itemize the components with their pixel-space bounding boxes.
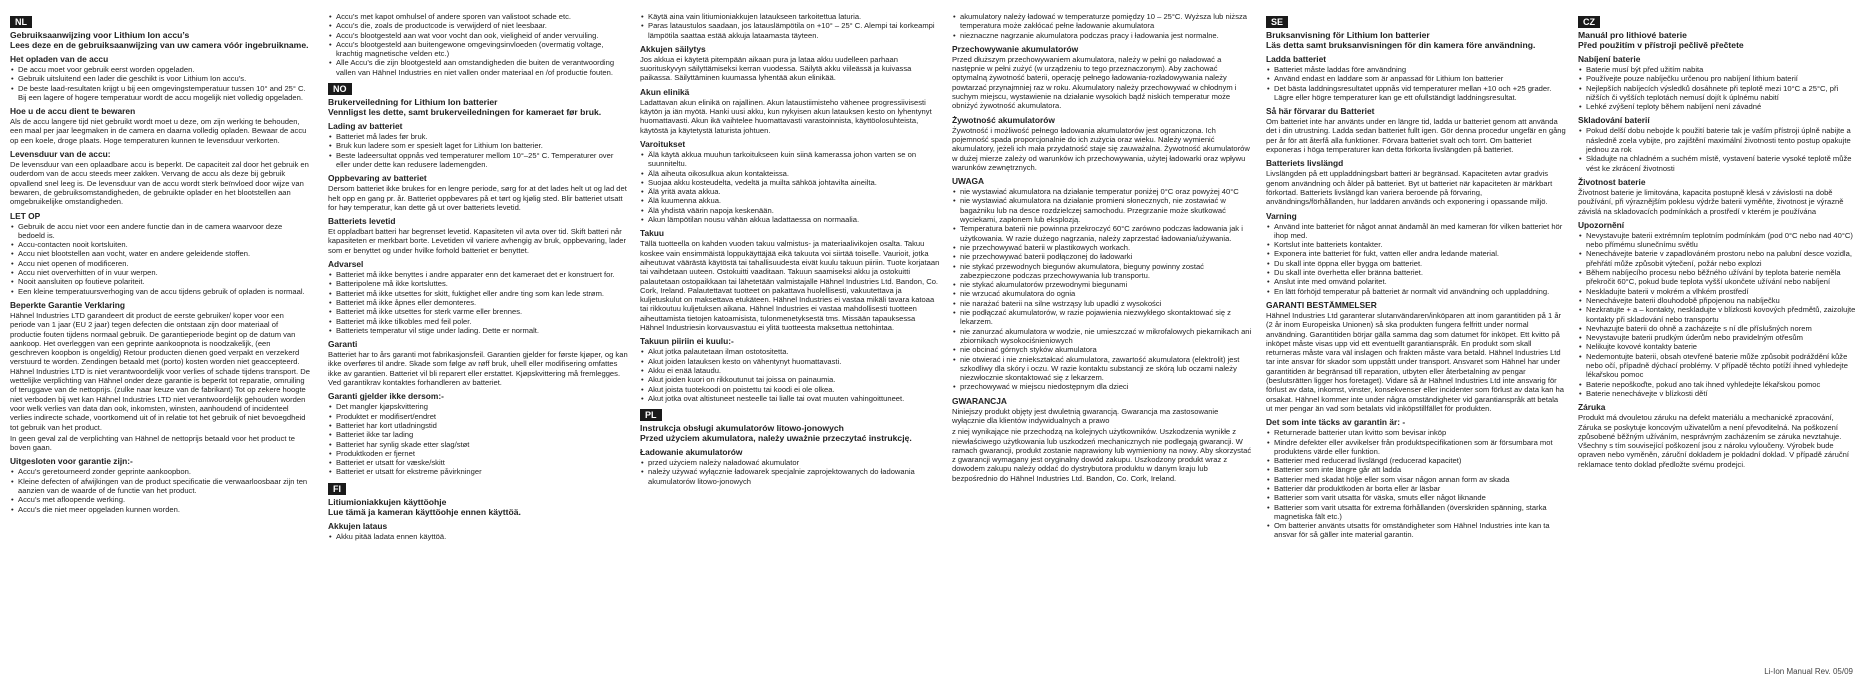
list-item: • Batterier med reducerad livslängd (reducerad kapacitet) [1274,456,1566,465]
list-item: • Een kleine temperatuursverhoging van de accu tijdens gebruik of opladen is normaal. [18,287,310,296]
list-item: • Akut joista tuotekoodi on poistettu tai koodi ei ole olkea. [648,385,940,394]
paragraph: De levensduur van een oplaadbare accu is beperkt. De capaciteit zal door het gebruik en ouderdom van de accu steeds meer zakken. Vervang de accu als deze bij gebruik opvallend snel leeg is. De levensduur van de accu wordt sterk beïnvloed door wijze van bewaren, de gebruiksomstandigheden, de gebruikte oplader en het blootstellen aan omgebruikelijke omstandigheden. [10,160,309,207]
list-item: • Om batterier använts utsatts för omständigheter som Hähnel Industries inte kan ta ansvar för så gäller inte material garantin. [1274,521,1566,540]
list-item: • Nooit aansluiten op foutieve polariteit. [18,277,310,286]
list-item: • nie wystawiać akumulatora na działanie temperatur poniżej 0°C oraz powyżej 40°C [960,187,1252,196]
list-item: • Accu’s met kapot omhulsel of andere sporen van valistoot schade etc. [336,12,628,21]
section-heading: Varoitukset [640,138,686,149]
list-item: • Neskladujte baterii v mokrém a vlhkém prostředí [1586,287,1858,296]
section-heading: Batteriets livslängd [1266,158,1344,169]
section-heading: Varning [1266,210,1297,221]
bullet-list [952,187,1252,392]
list-item: • Batteriet må lades før bruk. [336,132,628,141]
list-item: • Pokud delší dobu nebojde k použití baterie tak je vaším přístroji úplně nabijte a následně zcela vybijte, pro zajištění maximální životnosti tento postup opakujte jednou za rok [1586,126,1858,154]
list-item: • Akut jotka ovat altistuneet nesteelle tai lialle tai ovat muuten vahingoittuneet. [648,394,940,403]
section-title: Bruksanvisning för Lithium Ion batterier [1266,30,1430,40]
section-heading: Het opladen van de accu [10,54,109,64]
list-item: • przechowywać w miejscu niedostępnym dla dzieci [960,382,1252,391]
list-item: • nie zanurzać akumulatora w wodzie, nie umieszczać w mikrofalowych piekarnikach ani zbiornikach wysokociśnieniowych [960,327,1252,346]
paragraph: Batteriet har to års garanti mot fabrikasjonsfeil. Garantien gjelder for første kjøper, og kan ikke overføres til andre. Skade som følge av røff bruk, uhell eller modifisering omfattes ikke av garantien. Batteriet vil bli reparert eller erstattet. Kjøpskvittering må fremlegges. Ved garantikrav kontaktes forhandleren av batteriet. [328,350,628,388]
section-heading: Takuu [640,228,665,239]
section-heading: LET OP [10,210,41,221]
list-item: • Paras lataustulos saadaan, jos latauslämpötila on +10° – 25° C. Alempi tai korkeampi lämpötila saattaa estää akkuja lataamasta täyteen. [648,21,940,40]
list-item: • Kleine defecten of afwijkingen van de product specificatie die verwaarloosbaar zijn ten aanzien van de waarde of de functie van het product. [18,477,310,496]
list-item: • Batteriet må ikke utsettes for skitt, fuktighet eller andre ting som kan lede strøm. [336,289,628,298]
list-item: • Batteriet er utsatt for væske/skitt [336,458,628,467]
list-item: • Během nabíjecího procesu nebo běžného užívání by teplota baterie neměla překročit 60°C, pokud bude teplota vyšší ukončete užívání nebo nabíjení [1586,268,1858,287]
list-item: • nie przechowywać baterii podłączonej do ładowarki [960,252,1252,261]
list-item: • nie przechowywać baterii w plastikowych workach. [960,243,1252,252]
list-item: • nie wystawiać akumulatora na działanie promieni słonecznych, nie zostawiać w bagażniku lub na desce rozdzielczej samochodu. Przegrzanie może skutkować wyciekami, zapłonem lub eksplozją. [960,196,1252,224]
list-item: • Kortslut inte batteriets kontakter. [1274,240,1566,249]
list-item: • nie podłączać akumulatorów, w razie pojawienia niezwykłego skontaktować się z lekarzem. [960,308,1252,327]
bullet-list [328,132,628,169]
bullet-list [1266,222,1566,296]
list-item: • Mindre defekter eller avvikelser från produktspecifikationen som är försumbara mot produktens värde eller funktion. [1274,438,1566,457]
bullet-list [1578,231,1858,398]
bullet-list [10,65,310,102]
section-heading: Skladování baterií [1578,115,1650,126]
section-title: Läs detta samt bruksanvisningen för din kamera före användning. [1266,40,1536,50]
list-item: • nie wrzucać akumulatora do ognia [960,289,1252,298]
list-item: • Batterier som varit utsatta för väska, smuts eller något liknande [1274,493,1566,502]
list-item: • De beste laad-resultaten krijgt u bij een omgevingstemperatuur tussen 10° and 25° C. Bij een lagere of hogere temperatuur wordt de accu mogelijk niet volledig opgeladen. [18,84,310,103]
list-item: • Accu niet openen of modificeren. [18,259,310,268]
list-item: • Nenechávejte baterie v zapadlováném prostoru nebo na palubní desce vozidla, přehřátí může způsobit výtečení, požár nebo explozi [1586,249,1858,268]
paragraph: Životnost baterie je limitována, kapacita postupně klesá v závislosti na době používání, při výraznějším poklesu výdrže baterii vyměňte, životnost je výrazně závislá na skladovacích podmínkách a prostředí v kterém je používána [1578,187,1844,216]
paragraph: Hähnel Industries Ltd garanterar slutanvändaren/inköparen att inom garantitiden på 1 år (2 år inom Europeiska Unionen) så ska produkten fungera felfritt under normal användning. Garantitiden börjar gälla samma dag som datumet för inköpet. Ett kvitto på inköpet måste visas upp vid ett eventuellt garantianspråk. En produkt som skall returneras måste vara väl inslagen och frakten måste vara betald. Hähnel Industries Ltd tar inte ansvar för skador som uppstått under transport. Ansvaret som Hähnel har under garantitiden är begränsad till reparation, utbyten eller återbetalning av pengar (beslutsrätten ligger hos foretaget). Vidare så är Hähnel Industries Ltd inte ansvarig för förlust av data, inkomst, vinster, konsekvenser eller incidenter som förlust av data kan ha orsakat. Hähnel kommer inte under några omständigheter vid garantianspråk att betala ut mer pengar än vad som betalats vid inköpstillfället för produkten. [1266,310,1564,413]
list-item: • Batterier som inte längre går att ladda [1274,465,1566,474]
section-heading: Takuun piiriin ei kuulu:- [640,336,734,347]
list-item: • Det bästa laddningsresultatet uppnås vid temperaturer mellan +10 och +25 grader. Lägre eller högre temperaturer kan ge ett ofullständigt laddningsresultat. [1274,84,1566,103]
bullet-list [328,402,628,476]
language-badge: SE [1266,16,1288,28]
section-heading: UWAGA [952,176,985,187]
language-badge: PL [640,409,662,421]
paragraph: Tällä tuotteella on kahden vuoden takuu valmistus- ja materiaalivikojen osalta. Takuu koskee vain ensimmäistä loppukäyttäjää eikä takuuta voi siirtää toiselle. Vaurioit, jotka aiheutuvat väärästä käytöstä tai tahallisuudesta eivät kuulu takuun piiriin. Tuote korjataan tai vaihdetaan uuteen. Ostokuitti vaaditaan. Takuun saamiseksi akku ja ostokuitti palautetaan ostopaikkaan tai lähetetään valmistajalle Hähnel Industries Ltd. Bandon, Co. Cork, Ireland. Palautettavat tuotteet on pakattava huolellisesti, vakuutettava ja kuljetuskulut on maksettava etukäteen. Hähnel Industries ei vastaa mikäli tavara katoaa tai rikkoutuu kuljetuksen aikana. Hähnel Industries ei vastaa mahdollisesti tuotteen aiheuttamista tietojen katoamisista, tulonmenetyksestä tms. Missään tapauksessa Hähnel Industriesin korvausvastuu ei ylitä tuotteesta maksettua nettohintaa. [640,239,940,333]
list-item: • Nejlepších nabíjecích výsledků dosáhnete při teplotě mezi 10°C a 25°C, při nižších či vyšších teplotách nemusí dojít k úplnému nabití [1586,84,1858,103]
list-item: • Batteriet ikke tar lading [336,430,628,439]
bullet-list [1578,65,1858,111]
list-item: • Älä yritä avata akkua. [648,187,940,196]
bullet-list [640,347,940,403]
list-item: • Produktet er modifisert/endret [336,412,628,421]
section-heading: Levensduur van de accu: [10,149,111,160]
column-fi-pl [640,12,940,692]
list-item: • Batteriet har synlig skade etter slag/støt [336,440,628,449]
section-title: Litiumioniakkujen käyttöohje [328,496,447,507]
language-badge: FI [328,483,346,495]
list-item: • Batteriet må ikke utsettes for sterk varme eller brennes. [336,307,628,316]
list-item: • Používejte pouze nabíječku určenou pro nabíjení lithium baterií [1586,74,1858,83]
list-item: • Det mangler kjøpskvittering [336,402,628,411]
list-item: • Accu’s die, zoals de productcode is verwijderd of niet leesbaar. [336,21,628,30]
section-title: Lue tämä ja kameran käyttöohje ennen käyttöä. [328,506,521,517]
list-item: • Returnerade batterier utan kvitto som bevisar inköp [1274,428,1566,437]
list-item: • nie stykać przewodnych biegunów akumulatora, bieguny powinny zostać zabezpieczone podczas przechowywania lub transportu. [960,262,1252,281]
section-heading: Det som inte täcks av garantin är: - [1266,417,1406,428]
section-title: Před použitím v přístroji pečlivě přečtete [1578,40,1744,50]
list-item: • Batteriet må ikke åpnes eller demonteres. [336,298,628,307]
section-heading: Záruka [1578,402,1606,413]
section-heading: Batteriets levetid [328,216,396,227]
list-item: • Du skall inte överhetta eller bränna batteriet. [1274,268,1566,277]
bullet-list [10,467,310,513]
section-heading: GWARANCJA [952,395,1007,406]
list-item: • Accu’s blootgesteld aan wat voor vocht dan ook, vieligheid of ander vervuiling. [336,31,628,40]
section-heading: Garanti [328,339,358,350]
section-heading: Akkujen lataus [328,520,388,531]
column-pl [952,12,1252,692]
list-item: • Bruk kun ladere som er spesielt laget for Lithium Ion batterier. [336,141,628,150]
section-title: Lees deze en de gebruiksaanwijzing van uw camera vóór ingebruikname. [10,40,309,50]
list-item: • Anslut inte med omvänd polaritet. [1274,277,1566,286]
paragraph: Produkt má dvouletou záruku na defekt materiálu a mechanické zpracování, Záruka se poskytuje koncovým uživatelům a není převoditelná. Na poškození způsobené běžným užíváním, nesprávným zacházením se záruka nevztahuje. Všechny s tím související poškození jsou z nároku vyloučeny. Výrobek bude opraven nebo vyměněn, záruční dokladem je pokladní doklad. V případě záruční reklamace tento doklad předložte svému prodejci. [1578,413,1850,469]
list-item: • Älä aiheuta oikosulkua akun kontakteissa. [648,169,940,178]
list-item: • przed użyciem należy naładować akumulator [648,458,940,467]
column-se [1266,12,1566,692]
list-item: • En lätt förhöjd temperatur på batteriet är normalt vid användning och uppladdning. [1274,287,1566,296]
column-no-fi [328,12,628,692]
list-item: • akumulatory należy ładować w temperaturze pomiędzy 10 – 25°C. Wyższa lub niższa temperatura może zakłócać pełne ładowanie akumulatora [960,12,1252,31]
section-heading: Advarsel [328,259,364,270]
section-heading: Oppbevaring av batteriet [328,173,427,184]
list-item: • Gebruik de accu niet voor een andere functie dan in de camera waarvoor deze bedoeld is. [18,222,310,241]
language-badge: CZ [1578,16,1600,28]
list-item: • Batterier där produktkoden är borta eller är läsbar [1274,484,1566,493]
list-item: • Akku pitää ladata ennen käyttöä. [336,532,628,541]
section-heading: Beperkte Garantie Verklaring [10,299,125,310]
list-item: • Accu niet oververhitten of in vuur werpen. [18,268,310,277]
section-heading: Hoe u de accu dient te bewaren [10,106,136,117]
section-heading: Så här förvarar du Batteriet [1266,106,1375,117]
list-item: • Nenechávejte baterii dlouhodobě připojenou na nabíječku [1586,296,1858,305]
list-item: • Alle Accu’s die zijn blootgesteld aan omstandigheden die buiten de verantwoording vallen van Hähnel Industries en niet vallen onder materiaal en /of productie fouten. [336,58,628,77]
list-item: • Batterier med skadat hölje eller som visar någon annan form av skada [1274,475,1566,484]
section-heading: Nabíjení baterie [1578,54,1641,64]
list-item: • Accu’s blootgesteld aan buitengewone omgevingsinvloeden (overmatig voltage, krachtig magnetische velden etc.) [336,40,628,59]
bullet-list [328,532,628,541]
section-heading: Żywotność akumulatorów [952,114,1055,125]
list-item: • Akut joiden latauksen kesto on vähentynyt huomattavasti. [648,357,940,366]
list-item: • Du skall inte öppna eller bygga om batteriet. [1274,259,1566,268]
bullet-list [328,270,628,335]
section-title: Vennligst les dette, samt brukerveiledningen for kameraet før bruk. [328,107,602,118]
list-item: • Accu-contacten nooit kortsluiten. [18,240,310,249]
list-item: • Nevystavujte baterii extrémním teplotním podmínkám (pod 0°C nebo nad 40°C) nebo přímému slunečnímu světlu [1586,231,1858,250]
list-item: • Nedemontujte baterii, obsah otevřené baterie může způsobit podráždění kůže nebo očí, případně dýchací problémy. V případě těchto potíží ihned vyhledejte lékařskou pomoc [1586,352,1858,380]
section-heading: GARANTI BESTÄMMELSER [1266,299,1377,310]
list-item: • Beste ladeersultat oppnås ved temperaturer mellom 10°–25° C. Temperaturer over eller under dette kan redusere lademengden. [336,151,628,170]
section-heading: Akun elinikä [640,86,690,97]
bullet-list [328,12,628,77]
section-heading: Akkujen säilytys [640,43,706,54]
section-heading: Upozornění [1578,219,1625,230]
list-item: • Baterie musí být před užitím nabita [1586,65,1858,74]
bullet-list [1578,126,1858,172]
section-heading: Przechowywanie akumulatorów [952,43,1079,54]
list-item: • Accu’s met afloopende werking. [18,495,310,504]
list-item: • Suojaa akku kosteudelta, vedeltä ja muilta sähköä johtavilta aineilta. [648,178,940,187]
list-item: • nie otwierać i nie zniekształcać akumulatora, zawartość akumulatora (elektrolit) jest szkodliwy dla skóry i oczu. W razie kontaktu substancji ze skórą lub oczami należy niezwłocznie skontaktować się z lekarzem. [960,355,1252,383]
list-item: • Akun lämpötilan nousu vähän akkua ladattaessa on normaalia. [648,215,940,224]
list-item: • Skladujte na chladném a suchém místě, vystavení baterie vysoké teplotě může vést ke zkrácení životnosti [1586,154,1858,173]
list-item: • Batteriet har kort utladningstid [336,421,628,430]
paragraph: Om batteriet inte har använts under en längre tid, ladda ur batteriet genom att använda det i din utrustning. Ladda sedan batteriet fullt igen. Gör denna procedur ungefär en gång per år för att återfå alla funktioner. Förvara batteriet svalt och torrt. Om batteriet exponeras i höga temperaturer kan detta förkorta livslängden på batteriet. [1266,117,1566,155]
language-badge: NL [10,16,32,28]
list-item: • Batterier som varit utsatta för extrema förhållanden (överskriden spänning, starka magnetiska fält etc.) [1274,503,1566,522]
list-item: • Batteripolene må ikke kortsluttes. [336,279,628,288]
list-item: • nie narażać baterii na silne wstrząsy lub upadki z wysokości [960,299,1252,308]
section-title: Instrukcja obsługi akumulatorów litowo-jonowych [640,423,844,434]
list-item: • Älä käytä akkua muuhun tarkoitukseen kuin siinä kamerassa johon varten se on suunniteltu. [648,150,940,169]
bullet-list [952,12,1252,40]
section-title: Manuál pro lithiové baterie [1578,30,1687,40]
list-item: • De accu moet voor gebruik eerst worden opgeladen. [18,65,310,74]
list-item: • należy używać wyłącznie ładowarek specjalnie zaprojektowanych do ładowania akumulatorów litowo-jonowych [648,467,940,486]
bullet-list [10,222,310,296]
list-item: • Batteriet måste laddas före användning [1274,65,1566,74]
footer-revision: Li-Ion Manual Rev. 05/09 [1764,667,1853,676]
paragraph: Hähnel Industries LTD garandeert dit product de eerste gebruiker/ koper voor een periode van 1 jaar (EU 2 jaar) tegen defecten die ontstaan zijn door materiaal of productie fouten tijdens normaal gebruik. De garantieperiode begint op de datum van aankoop. Het overleggen van een geprinte aankoopnota is noodzakelijk, (een geschreven koopbon is ongeldig) Retour producten dienen goed verpakt en verzekerd verstuurd te worden. Zendingen betaald met (porto) kosten worden niet geaccepteerd. Hähnel Industries LTD is niet verantwoordelijk voor verlies of schade tijdens transport. De wettelijke verplichting van Hähnel onder deze garantie is beperkt tot reparatie, omruiling of teruggave van de nettoprijs. (zulke naar keuze van de fabrikant) Tot op zekere hoogte niet verboden bij wet kan Hähnel Industries LTD niet verantwoordelijk gehouden worden voor welk verlies van data dan ook, inkomsten, winsten, aanhoudend of incidenteel verlies indirecte schade, voortkomend uit of in relatie tot het gebruik of niet bevoegdheid tot gebruik van het product. [10,310,310,432]
paragraph: Ladattavan akun elinikä on rajallinen. Akun lataustiimisteho vähenee progressiivisesti käytön ja iän myötä. Hanki uusi akku, kun nykyisen akun latauksen kesto on lyhentynyt huomattavasti. Akun ikä vaihtelee huomattavasti varastoinnista, käyttöolosuhteista, käytöstä ja käytetystä laturista johtuen. [640,97,932,135]
list-item: • Akku ei enää lataudu. [648,366,940,375]
list-item: • Accu’s geretourneerd zonder geprinte aankoopbon. [18,467,310,476]
list-item: • Lehké zvýšení teploty během nabíjení není závadné [1586,102,1858,111]
list-item: • Accu niet blootstellen aan vocht, water en andere geleidende stoffen. [18,249,310,258]
bullet-list [640,458,940,486]
list-item: • Batteriet er utsatt for ekstreme påvirkninger [336,467,628,476]
list-item: • Använd endast en laddare som är anpassad för Lithium Ion batterier [1274,74,1566,83]
paragraph: Et oppladbart batteri har begrenset levetid. Kapasiteten vil avta over tid. Skift batteri når kapasiteten er merkbart borte. Levetiden vil variere avhengig av bruk, oppbevaring, lader som er benyttet og under hvilke forhold batteriet er benyttet. [328,227,627,255]
language-badge: NO [328,83,352,95]
section-heading: Uitgesloten voor garantie zijn:- [10,456,133,467]
list-item: • Nezkratujte + a – kontakty, neskladujte v blízkosti kovových předmětů, zaizolujte kontakty při skladování nebo transportu [1586,305,1858,324]
paragraph: Żywotność i możliwość pełnego ładowania akumulatorów jest ograniczona. Ich pojemność spada proporcjonalnie do ich zużycia oraz wieku. Należy wymienić akumulatory, jeżeli ich mała przydatność staje się zauważalna. Żywotność akumulatorów w dużej mierze zależy od warunków ich przechowywania, użytej ładowarki oraz wpływu warunków zewnętrznych. [952,125,1250,172]
list-item: • Temperatura baterii nie powinna przekroczyć 60°C zarówno podczas ładowania jak i użytkowania. W razie dużego nagrzania, należy zaprzestać ładowania/używania. [960,224,1252,243]
section-heading: Lading av batteriet [328,121,403,132]
list-item: • Produktkoden er fjernet [336,449,628,458]
list-item: • Nevystavujte baterii prudkým úderům nebo pravidelným otřesům [1586,333,1858,342]
paragraph: Livslängden på ett uppladdningsbart batteri är begränsad. Kapaciteten avtar gradvis genom användning och ålder på batteriet. Byt ut batteriet när kapaciteten är märkbart förkortad. Batteriets livslängd kan variera beroende på förvaring, användnings/förhållanden, hur laddaren används och exponering i opassande miljö. [1266,169,1553,207]
paragraph: Dersom batteriet ikke brukes for en lengre periode, sørg for at det lades helt ut og lad det helt opp en gang pr. år. Batteriet oppbevares på et tørt og kjølig sted. Blir batteriet utsatt for høy temperatur, kan dette gå ut over batteriets levetid. [328,184,627,212]
bullet-list [1266,65,1566,102]
section-heading: Garanti gjelder ikke dersom:- [328,391,444,402]
bullet-list [1266,428,1566,540]
paragraph: Als de accu langere tijd niet gebruikt wordt moet u deze, om zijn werking te behouden, een maal per jaar leegmaken in de camera en daarna volledig opladen. Bewaar de accu op een koele, droge plaats. Hoge temperaturen kunnen te levensduur verkorten. [10,117,307,145]
bullet-list [640,12,940,40]
section-heading: Ladda batteriet [1266,54,1327,64]
section-title: Przed użyciem akumulatora, należy uważnie przeczytać instrukcję. [640,433,912,444]
list-item: • Älä yhdistä väärin napoja keskenään. [648,206,940,215]
list-item: • Akut joiden kuori on rikkoutunut tai joissa on painaumia. [648,375,940,384]
list-item: • Exponera inte batteriet för fukt, vatten eller andra ledande material. [1274,249,1566,258]
list-item: • Batteriet må ikke tilkobles med feil poler. [336,317,628,326]
bullet-list [640,150,940,224]
list-item: • nie obcinać górnych styków akumulatora [960,345,1252,354]
paragraph: Jos akkua ei käytetä pitempään aikaan pura ja lataa akku uudelleen parhaan suorituskyvyn säilyttämiseksi kerran vuodessa. Säilytä akku viileässä ja kuivassa paikassa. Säilyttäminen kuumassa lyhentää akun elinikää. [640,54,912,83]
list-item: • Nevhazujte baterii do ohně a zacházejte s ní dle příslušných norem [1586,324,1858,333]
section-heading: Životnost baterie [1578,176,1646,187]
list-item: • nieznaczne nagrzanie akumulatora podczas pracy i ładowania jest normalne. [960,31,1252,40]
list-item: • Batteriet må ikke benyttes i andre apparater enn det kameraet det er konstruert for. [336,270,628,279]
list-item: • Käytä aina vain litiumioniakkujen lataukseen tarkoitettua laturia. [648,12,940,21]
column-nl [10,12,310,692]
section-heading: Ładowanie akumulatorów [640,447,743,458]
list-item: • Nelikujte kovové kontakty baterie [1586,342,1858,351]
list-item: • Accu’s die niet meer opgeladen kunnen worden. [18,505,310,514]
list-item: • Älä kuumenna akkua. [648,196,940,205]
list-item: • Baterie nepoškoďte, pokud ano tak ihned vyhledejte lékařskou pomoc [1586,380,1858,389]
column-cz [1578,12,1858,692]
list-item: • Batteriets temperatur vil stige under lading. Dette er normalt. [336,326,628,335]
paragraph: Niniejszy produkt objęty jest dwuletnią gwarancją. Gwarancja ma zastosowanie wyłącznie dla klientów indywidualnych a prawo [952,406,1219,425]
paragraph: z niej wynikające nie przechodzą na kolejnych użytkowników. Uszkodzenia wynikłe z niewłaściwego użytkowania lub uszkodzeń mechanicznych nie podlegają gwarancji. W ramach gwarancji, produkt zostanie naprawiony lub wymieniony na nowy. Aby skorzystać z gwarancji wymagany jest oryginalny dowód zakupu. Uszkodzony produkt wraz z dowodem zakupu należy oddać do dystrybutora produktu w danym kraju lub bezpośrednio do Hähnel Industries Ltd. Bandon, Co. Cork, Ireland. [952,427,1252,483]
list-item: • Baterie nenechávejte v blízkosti dětí [1586,389,1858,398]
paragraph: Przed dłuższym przechowywaniem akumulatora, należy w pełni go naładować a następnie w pełni zużyć (w urządzeniu to tego przeznaczonym). Aby zachować optymalną żywotność baterii, operację pełnego ładowania-rozładowywania należy powtarzać przynajmniej raz w roku. Akumulatory należy przechowywać w chłodnym i suchym miejscu, wystawienie na działanie wysokich bądź niskich temperatur może obniżyć żywotność akumulatora. [952,54,1237,111]
list-item: • Akut jotka palautetaan ilman ostotositetta. [648,347,940,356]
list-item: • Gebruik uitsluitend een lader die geschikt is voor Lithium Ion accu’s. [18,74,310,83]
list-item: • Använd inte batteriet för något annat ändamål än med kameran för vilken batteriet hör ihop med. [1274,222,1566,241]
list-item: • nie stykać akumulatorów przewodnymi biegunami [960,280,1252,289]
section-title: Brukerveiledning for Lithium Ion batterier [328,97,498,108]
paragraph: In geen geval zal de verplichting van Hähnel de nettoprijs betaald voor het product te boven gaan. [10,433,295,453]
section-title: Gebruiksaanwijzing voor Lithium Ion accu’s [10,30,190,40]
